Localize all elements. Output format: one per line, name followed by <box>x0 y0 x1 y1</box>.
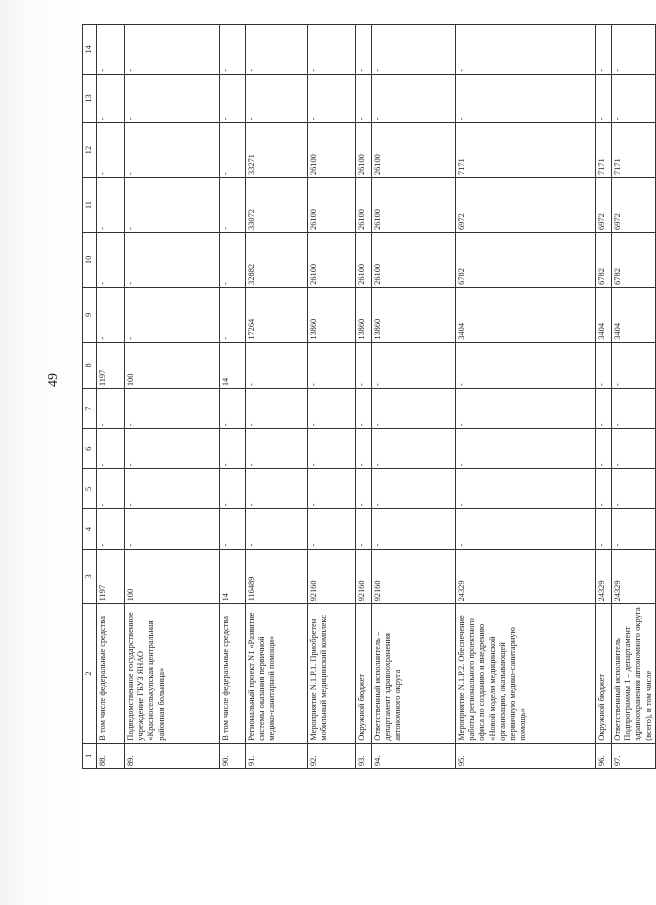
value-cell-c3: 14 <box>220 549 246 604</box>
row-number-cell: 95. <box>456 743 596 768</box>
value-cell-c11: 26100 <box>356 178 372 233</box>
value-cell-c4: - <box>612 509 656 549</box>
row-number-cell: 96. <box>596 743 612 768</box>
row-name-cell: В том числе федеральные средства <box>220 604 246 743</box>
value-cell-c12: - <box>97 123 125 178</box>
value-cell-c9: - <box>220 287 246 342</box>
rotated-table-area <box>82 24 653 769</box>
value-cell-c7: - <box>356 389 372 429</box>
value-cell-c11: 26100 <box>308 178 356 233</box>
header-col-3: 3 <box>83 549 97 604</box>
value-cell-c4: - <box>308 509 356 549</box>
value-cell-c4: - <box>596 509 612 549</box>
value-cell-c10: - <box>220 232 246 287</box>
value-cell-c13: - <box>97 74 125 123</box>
value-cell-c8: - <box>246 342 308 388</box>
row-name-cell: Окружной бюджет <box>596 604 612 743</box>
value-cell-c11: - <box>220 178 246 233</box>
header-col-9: 9 <box>83 287 97 342</box>
value-cell-c3: 116489 <box>246 549 308 604</box>
value-cell-c7: - <box>246 389 308 429</box>
value-cell-c13: - <box>596 74 612 123</box>
value-cell-c10: 6782 <box>612 232 656 287</box>
row-number-cell: 88. <box>97 743 125 768</box>
value-cell-c5: - <box>97 469 125 509</box>
value-cell-c6: - <box>125 429 220 469</box>
value-cell-c9: 13860 <box>372 287 456 342</box>
header-col-10: 10 <box>83 232 97 287</box>
value-cell-c13: - <box>220 74 246 123</box>
value-cell-c7: - <box>125 389 220 429</box>
value-cell-c11: 6972 <box>612 178 656 233</box>
value-cell-c11: 6972 <box>596 178 612 233</box>
row-number-cell: 93. <box>356 743 372 768</box>
table-row <box>97 25 125 769</box>
value-cell-c4: - <box>372 509 456 549</box>
value-cell-c7: - <box>456 389 596 429</box>
value-cell-c14: - <box>246 25 308 75</box>
value-cell-c14: - <box>456 25 596 75</box>
budget-table <box>82 24 656 769</box>
table-header-row <box>83 25 97 769</box>
value-cell-c3: 24329 <box>612 549 656 604</box>
value-cell-c8: - <box>356 342 372 388</box>
value-cell-c10: - <box>125 232 220 287</box>
value-cell-c12: 7171 <box>456 123 596 178</box>
value-cell-c6: - <box>220 429 246 469</box>
value-cell-c3: 24329 <box>596 549 612 604</box>
value-cell-c5: - <box>220 469 246 509</box>
value-cell-c13: - <box>372 74 456 123</box>
value-cell-c5: - <box>246 469 308 509</box>
header-col-7: 7 <box>83 389 97 429</box>
value-cell-c5: - <box>612 469 656 509</box>
row-number-cell: 91. <box>246 743 308 768</box>
value-cell-c12: 7171 <box>596 123 612 178</box>
value-cell-c13: - <box>612 74 656 123</box>
value-cell-c6: - <box>246 429 308 469</box>
header-col-2: 2 <box>83 604 97 743</box>
value-cell-c14: - <box>596 25 612 75</box>
row-number-cell: 97. <box>612 743 656 768</box>
header-col-1: 1 <box>83 743 97 768</box>
value-cell-c5: - <box>125 469 220 509</box>
value-cell-c14: - <box>220 25 246 75</box>
value-cell-c13: - <box>456 74 596 123</box>
value-cell-c14: - <box>308 25 356 75</box>
table-row <box>125 25 220 769</box>
value-cell-c12: 33271 <box>246 123 308 178</box>
value-cell-c12: - <box>125 123 220 178</box>
value-cell-c8: 14 <box>220 342 246 388</box>
value-cell-c12: - <box>220 123 246 178</box>
value-cell-c10: - <box>97 232 125 287</box>
value-cell-c3: 24329 <box>456 549 596 604</box>
value-cell-c3: 92160 <box>372 549 456 604</box>
header-col-6: 6 <box>83 429 97 469</box>
table-row <box>220 25 246 769</box>
value-cell-c14: - <box>356 25 372 75</box>
value-cell-c5: - <box>308 469 356 509</box>
value-cell-c7: - <box>220 389 246 429</box>
value-cell-c9: - <box>125 287 220 342</box>
table-row <box>308 25 356 769</box>
row-name-cell: Ответственный исполнитель Подпрограммы 1 – департамент здравоохранения автономного округа (всего), в том числе <box>612 604 656 743</box>
row-name-cell: Подведомственное государственное учреждение ГБУЗ ЯНАО «Красноселькупская центральная районная больница» <box>125 604 220 743</box>
value-cell-c9: 3404 <box>612 287 656 342</box>
table-row <box>372 25 456 769</box>
value-cell-c5: - <box>456 469 596 509</box>
value-cell-c12: 26100 <box>356 123 372 178</box>
value-cell-c6: - <box>372 429 456 469</box>
value-cell-c5: - <box>596 469 612 509</box>
value-cell-c14: - <box>372 25 456 75</box>
table-row <box>596 25 612 769</box>
value-cell-c14: - <box>97 25 125 75</box>
row-number-cell: 90. <box>220 743 246 768</box>
value-cell-c13: - <box>308 74 356 123</box>
value-cell-c8: 1197 <box>97 342 125 388</box>
value-cell-c3: 92160 <box>308 549 356 604</box>
header-col-12: 12 <box>83 123 97 178</box>
value-cell-c10: 26100 <box>356 232 372 287</box>
value-cell-c13: - <box>125 74 220 123</box>
value-cell-c8: - <box>308 342 356 388</box>
value-cell-c5: - <box>372 469 456 509</box>
table-row <box>612 25 656 769</box>
value-cell-c9: 17264 <box>246 287 308 342</box>
value-cell-c6: - <box>356 429 372 469</box>
page-number: 49 <box>46 373 61 387</box>
header-col-13: 13 <box>83 74 97 123</box>
row-name-cell: Ответственный исполнитель – департамент здравоохранения автономного округа <box>372 604 456 743</box>
table-row <box>356 25 372 769</box>
value-cell-c7: - <box>97 389 125 429</box>
value-cell-c11: 33072 <box>246 178 308 233</box>
value-cell-c7: - <box>596 389 612 429</box>
value-cell-c9: 3404 <box>456 287 596 342</box>
value-cell-c13: - <box>246 74 308 123</box>
header-col-14: 14 <box>83 25 97 75</box>
header-col-11: 11 <box>83 178 97 233</box>
row-name-cell: Мероприятие N.1.P.1. Приобретен мобильный медицинский комплекс <box>308 604 356 743</box>
value-cell-c11: 26100 <box>372 178 456 233</box>
value-cell-c4: - <box>456 509 596 549</box>
value-cell-c4: - <box>125 509 220 549</box>
value-cell-c11: 6972 <box>456 178 596 233</box>
rotated-table <box>82 24 653 769</box>
row-number-cell: 92. <box>308 743 356 768</box>
value-cell-c14: - <box>125 25 220 75</box>
value-cell-c8: - <box>612 342 656 388</box>
row-number-cell: 94. <box>372 743 456 768</box>
value-cell-c6: - <box>308 429 356 469</box>
value-cell-c9: 13860 <box>308 287 356 342</box>
value-cell-c4: - <box>97 509 125 549</box>
value-cell-c11: - <box>125 178 220 233</box>
table-row <box>246 25 308 769</box>
header-col-8: 8 <box>83 342 97 388</box>
value-cell-c12: 7171 <box>612 123 656 178</box>
value-cell-c10: 6782 <box>456 232 596 287</box>
value-cell-c10: 32882 <box>246 232 308 287</box>
value-cell-c7: - <box>308 389 356 429</box>
value-cell-c3: 1197 <box>97 549 125 604</box>
value-cell-c9: 3404 <box>596 287 612 342</box>
row-number-cell: 89. <box>125 743 220 768</box>
header-col-5: 5 <box>83 469 97 509</box>
value-cell-c3: 100 <box>125 549 220 604</box>
value-cell-c11: - <box>97 178 125 233</box>
value-cell-c14: - <box>612 25 656 75</box>
value-cell-c4: - <box>246 509 308 549</box>
value-cell-c7: - <box>372 389 456 429</box>
value-cell-c6: - <box>97 429 125 469</box>
value-cell-c3: 92160 <box>356 549 372 604</box>
value-cell-c12: 26100 <box>308 123 356 178</box>
value-cell-c8: - <box>456 342 596 388</box>
value-cell-c6: - <box>456 429 596 469</box>
value-cell-c8: - <box>596 342 612 388</box>
value-cell-c6: - <box>612 429 656 469</box>
value-cell-c8: 100 <box>125 342 220 388</box>
value-cell-c9: - <box>97 287 125 342</box>
row-name-cell: Окружной бюджет <box>356 604 372 743</box>
value-cell-c13: - <box>356 74 372 123</box>
value-cell-c7: - <box>612 389 656 429</box>
value-cell-c10: 26100 <box>308 232 356 287</box>
header-col-4: 4 <box>83 509 97 549</box>
value-cell-c5: - <box>356 469 372 509</box>
row-name-cell: Региональный проект N1 «Развитие системы оказания первичной медико-санитарной помощи» <box>246 604 308 743</box>
value-cell-c12: 26100 <box>372 123 456 178</box>
value-cell-c4: - <box>220 509 246 549</box>
row-name-cell: Мероприятие N.1.P.2. Обеспечение работы регионального проектного офиса по созданию и внедрению «Новой модели медицинской организации, оказывающей первичную медико-санитарную помощь» <box>456 604 596 743</box>
table-row <box>456 25 596 769</box>
row-name-cell: В том числе федеральные средства <box>97 604 125 743</box>
value-cell-c8: - <box>372 342 456 388</box>
value-cell-c9: 13860 <box>356 287 372 342</box>
value-cell-c10: 26100 <box>372 232 456 287</box>
value-cell-c6: - <box>596 429 612 469</box>
value-cell-c4: - <box>356 509 372 549</box>
value-cell-c10: 6782 <box>596 232 612 287</box>
